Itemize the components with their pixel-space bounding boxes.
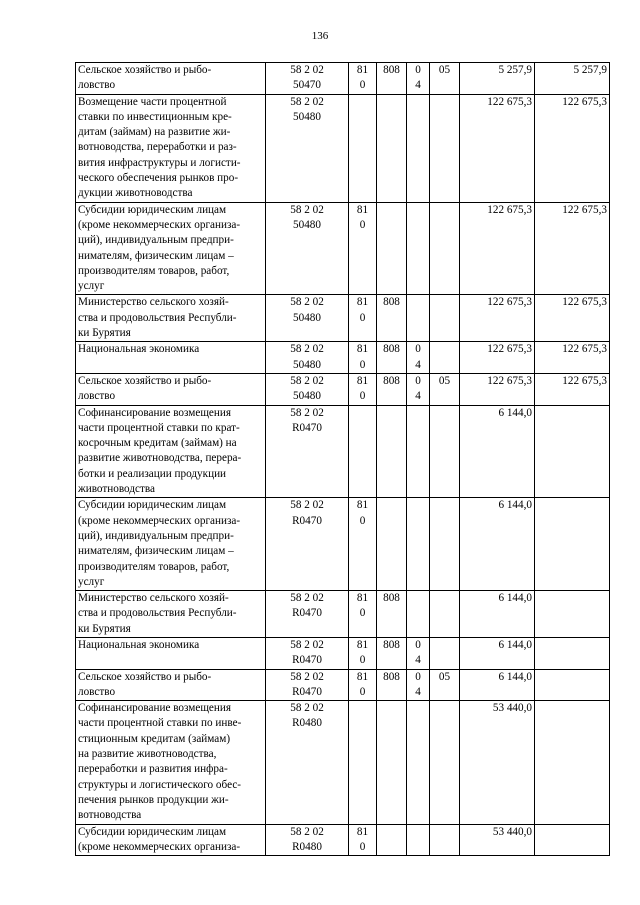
table-row	[76, 202, 610, 295]
expense-type-code	[349, 405, 377, 498]
amount-year-2: 122 675,3	[535, 202, 610, 295]
administrator-code	[377, 824, 407, 856]
expense-type-code: 81 0	[349, 295, 377, 342]
row-name: Субсидии юридическим лицам (кроме некоммерческих организа- ций), индивидуальным предпри- нимателям, физическим лицам – производителям товаров, работ, услуг	[76, 498, 266, 591]
row-name: Возмещение части процентной ставки по инвестиционным кре- дитам (займам) на развитие жи- вотноводства, переработки и раз- вития инфраструктуры и логисти- ческого обеспечения рынков про- дукции животноводства	[76, 94, 266, 202]
section-code	[407, 405, 430, 498]
row-name: Национальная экономика	[76, 342, 266, 374]
section-code	[407, 94, 430, 202]
amount-year-2	[535, 701, 610, 824]
amount-year-1: 53 440,0	[460, 824, 535, 856]
amount-year-1: 122 675,3	[460, 94, 535, 202]
target-article-code: 58 2 02 50480	[266, 94, 349, 202]
table-row	[76, 94, 610, 202]
row-name: Министерство сельского хозяй- ства и продовольствия Республи- ки Бурятия	[76, 295, 266, 342]
amount-year-2: 5 257,9	[535, 63, 610, 95]
target-article-code: 58 2 02 50480	[266, 202, 349, 295]
amount-year-1: 122 675,3	[460, 295, 535, 342]
expense-type-code: 81 0	[349, 63, 377, 95]
section-code	[407, 498, 430, 591]
subsection-code	[430, 498, 460, 591]
row-name: Сельское хозяйство и рыбо- ловство	[76, 373, 266, 405]
administrator-code: 808	[377, 591, 407, 638]
target-article-code: 58 2 02 R0480	[266, 824, 349, 856]
expense-type-code: 81 0	[349, 669, 377, 701]
table-row	[76, 498, 610, 591]
administrator-code: 808	[377, 295, 407, 342]
subsection-code: 05	[430, 373, 460, 405]
amount-year-2	[535, 824, 610, 856]
expense-type-code: 81 0	[349, 498, 377, 591]
table-row	[76, 701, 610, 824]
section-code	[407, 701, 430, 824]
section-code: 0 4	[407, 373, 430, 405]
target-article-code: 58 2 02 R0470	[266, 405, 349, 498]
table-row	[76, 637, 610, 669]
section-code: 0 4	[407, 63, 430, 95]
amount-year-1: 122 675,3	[460, 202, 535, 295]
row-name: Сельское хозяйство и рыбо- ловство	[76, 63, 266, 95]
section-code	[407, 202, 430, 295]
amount-year-1: 6 144,0	[460, 405, 535, 498]
table-row	[76, 373, 610, 405]
target-article-code: 58 2 02 R0470	[266, 669, 349, 701]
amount-year-1: 6 144,0	[460, 498, 535, 591]
amount-year-1: 5 257,9	[460, 63, 535, 95]
subsection-code: 05	[430, 63, 460, 95]
section-code	[407, 824, 430, 856]
subsection-code	[430, 295, 460, 342]
administrator-code: 808	[377, 342, 407, 374]
amount-year-2: 122 675,3	[535, 342, 610, 374]
expense-type-code	[349, 94, 377, 202]
table-row	[76, 342, 610, 374]
target-article-code: 58 2 02 50480	[266, 373, 349, 405]
subsection-code: 05	[430, 669, 460, 701]
section-code	[407, 591, 430, 638]
amount-year-2: 122 675,3	[535, 295, 610, 342]
budget-table	[75, 62, 610, 856]
row-name: Субсидии юридическим лицам (кроме некоммерческих организа-	[76, 824, 266, 856]
table-row	[76, 669, 610, 701]
section-code: 0 4	[407, 637, 430, 669]
administrator-code	[377, 405, 407, 498]
row-name: Субсидии юридическим лицам (кроме некоммерческих организа- ций), индивидуальным предпри- нимателям, физическим лицам – производителям товаров, работ, услуг	[76, 202, 266, 295]
administrator-code	[377, 498, 407, 591]
expense-type-code: 81 0	[349, 342, 377, 374]
amount-year-2	[535, 498, 610, 591]
expense-type-code: 81 0	[349, 591, 377, 638]
amount-year-1: 6 144,0	[460, 591, 535, 638]
administrator-code	[377, 701, 407, 824]
administrator-code	[377, 94, 407, 202]
administrator-code: 808	[377, 63, 407, 95]
target-article-code: 58 2 02 50470	[266, 63, 349, 95]
table-row	[76, 591, 610, 638]
table-row	[76, 295, 610, 342]
row-name: Софинансирование возмещения части процентной ставки по крат- косрочным кредитам (займам) на развитие животноводства, перера- ботки и реализации продукции животноводства	[76, 405, 266, 498]
row-name: Министерство сельского хозяй- ства и продовольствия Республи- ки Бурятия	[76, 591, 266, 638]
administrator-code: 808	[377, 669, 407, 701]
amount-year-2	[535, 637, 610, 669]
table-row	[76, 405, 610, 498]
administrator-code	[377, 202, 407, 295]
section-code	[407, 295, 430, 342]
target-article-code: 58 2 02 50480	[266, 295, 349, 342]
amount-year-1: 6 144,0	[460, 637, 535, 669]
page-number: 136	[311, 30, 329, 42]
amount-year-2	[535, 405, 610, 498]
amount-year-2	[535, 669, 610, 701]
subsection-code	[430, 701, 460, 824]
budget-table-body	[76, 63, 610, 856]
expense-type-code: 81 0	[349, 824, 377, 856]
subsection-code	[430, 591, 460, 638]
section-code: 0 4	[407, 669, 430, 701]
amount-year-1: 6 144,0	[460, 669, 535, 701]
amount-year-1: 122 675,3	[460, 342, 535, 374]
target-article-code: 58 2 02 R0470	[266, 637, 349, 669]
row-name: Национальная экономика	[76, 637, 266, 669]
expense-type-code: 81 0	[349, 373, 377, 405]
expense-type-code: 81 0	[349, 202, 377, 295]
target-article-code: 58 2 02 50480	[266, 342, 349, 374]
subsection-code	[430, 94, 460, 202]
amount-year-1: 53 440,0	[460, 701, 535, 824]
subsection-code	[430, 202, 460, 295]
target-article-code: 58 2 02 R0480	[266, 701, 349, 824]
section-code: 0 4	[407, 342, 430, 374]
subsection-code	[430, 637, 460, 669]
target-article-code: 58 2 02 R0470	[266, 591, 349, 638]
subsection-code	[430, 405, 460, 498]
amount-year-2	[535, 591, 610, 638]
subsection-code	[430, 824, 460, 856]
expense-type-code	[349, 701, 377, 824]
expense-type-code: 81 0	[349, 637, 377, 669]
amount-year-1: 122 675,3	[460, 373, 535, 405]
amount-year-2: 122 675,3	[535, 373, 610, 405]
subsection-code	[430, 342, 460, 374]
table-row	[76, 824, 610, 856]
amount-year-2: 122 675,3	[535, 94, 610, 202]
row-name: Сельское хозяйство и рыбо- ловство	[76, 669, 266, 701]
administrator-code: 808	[377, 637, 407, 669]
table-row	[76, 63, 610, 95]
administrator-code: 808	[377, 373, 407, 405]
row-name: Софинансирование возмещения части процентной ставки по инве- стиционным кредитам (займам) на развитие животноводства, переработки и развития инфра- структуры и логистического обес- печения рынков продукции жи- вотноводства	[76, 701, 266, 824]
target-article-code: 58 2 02 R0470	[266, 498, 349, 591]
